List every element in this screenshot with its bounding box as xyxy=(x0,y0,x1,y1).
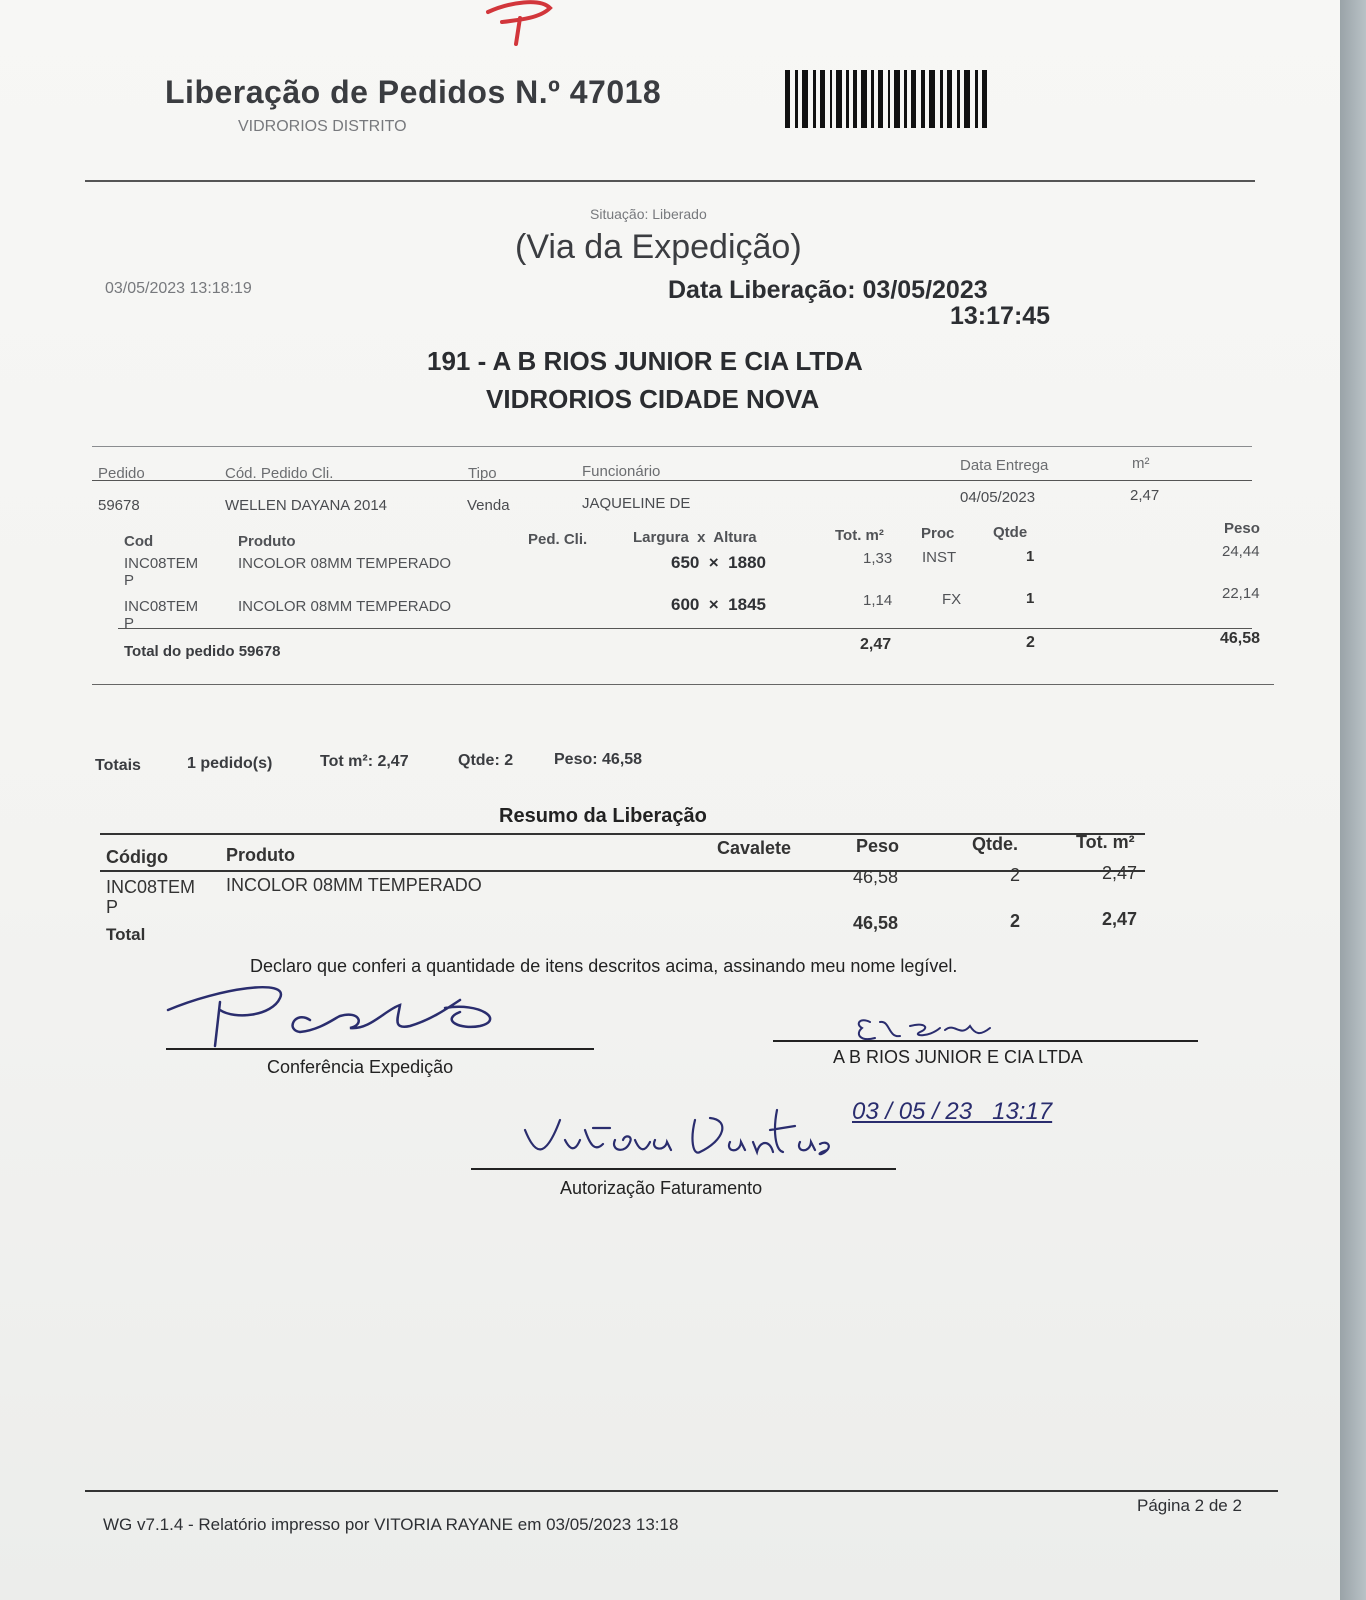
order-number: 59678 xyxy=(98,497,140,514)
item-dimensions: 600 × 1845 xyxy=(671,595,767,614)
totals-peso: Peso: 46,58 xyxy=(554,751,643,768)
summary-tot-m2: 2,47 xyxy=(1102,863,1138,883)
item-header-produto: Produto xyxy=(238,533,296,550)
item-header-qtde: Qtde xyxy=(993,524,1028,541)
print-timestamp: 03/05/2023 13:18:19 xyxy=(105,280,252,297)
item-product: INCOLOR 08MM TEMPERADO xyxy=(238,555,452,572)
background-edge xyxy=(1340,0,1366,1600)
totals-m2: Tot m²: 2,47 xyxy=(320,753,409,770)
copy-type: (Via da Expedição) xyxy=(515,228,802,266)
summary-title: Resumo da Liberação xyxy=(499,805,707,827)
item-code: INC08TEM xyxy=(124,598,199,615)
item-code-suffix: P xyxy=(124,572,135,589)
summary-header-codigo: Código xyxy=(106,847,168,867)
summary-total-tot-m2: 2,47 xyxy=(1102,909,1138,929)
header-cod-pedido-cli: Cód. Pedido Cli. xyxy=(225,465,334,482)
release-date: Data Liberação: 03/05/2023 xyxy=(668,276,988,304)
item-header-ped-cli: Ped. Cli. xyxy=(528,531,588,548)
item-tot-m2: 1,33 xyxy=(863,550,893,567)
status-text: Situação: Liberado xyxy=(590,206,707,222)
client-signature-label: A B RIOS JUNIOR E CIA LTDA xyxy=(833,1047,1083,1067)
order-total-label: Total do pedido 59678 xyxy=(124,643,281,660)
order-header-rule xyxy=(92,480,1252,481)
summary-total-qtde: 2 xyxy=(1010,911,1021,931)
document-title: Liberação de Pedidos N.º 47018 xyxy=(165,74,662,110)
summary-header-peso: Peso xyxy=(856,836,900,856)
item-qtde: 1 xyxy=(1026,590,1035,607)
item-qtde: 1 xyxy=(1026,548,1035,565)
delivery-date: 04/05/2023 xyxy=(960,489,1036,506)
order-table-bottom-rule xyxy=(92,684,1274,685)
summary-peso: 46,58 xyxy=(853,867,899,887)
item-tot-m2: 1,14 xyxy=(863,592,893,609)
conferencia-label: Conferência Expedição xyxy=(267,1057,454,1077)
summary-header-cavalete: Cavalete xyxy=(717,838,792,858)
summary-code-suffix: P xyxy=(106,897,119,917)
order-total-m2: 2,47 xyxy=(860,636,892,653)
autorizacao-label: Autorização Faturamento xyxy=(560,1178,763,1198)
header-tipo: Tipo xyxy=(468,465,497,482)
item-peso: 24,44 xyxy=(1222,543,1260,560)
header-divider xyxy=(85,180,1255,182)
header-funcionario: Funcionário xyxy=(582,463,661,480)
client-branch: VIDRORIOS CIDADE NOVA xyxy=(486,384,820,414)
summary-qtde: 2 xyxy=(1010,865,1021,885)
declaration-text: Declaro que conferi a quantidade de itens descritos acima, assinando meu nome legível. xyxy=(250,956,958,976)
summary-header-produto: Produto xyxy=(226,845,295,865)
header-pedido: Pedido xyxy=(98,465,145,482)
order-table-top-rule xyxy=(92,446,1252,447)
footer-print-info: WG v7.1.4 - Relatório impresso por VITORIA RAYANE em 03/05/2023 13:18 xyxy=(103,1515,679,1534)
summary-total-label: Total xyxy=(106,925,146,944)
summary-header-tot-m2: Tot. m² xyxy=(1076,832,1135,852)
item-proc: INST xyxy=(922,549,957,566)
item-header-dimensions: Largura x Altura xyxy=(633,529,757,546)
client-signature-line xyxy=(773,1040,1198,1042)
order-m2: 2,47 xyxy=(1130,487,1160,504)
item-header-cod: Cod xyxy=(124,533,154,550)
summary-header-qtde: Qtde. xyxy=(972,834,1019,854)
order-total-peso: 46,58 xyxy=(1220,630,1261,647)
item-code-suffix: P xyxy=(124,615,135,632)
item-header-peso: Peso xyxy=(1224,520,1260,537)
summary-code: INC08TEM xyxy=(106,877,196,897)
item-product: INCOLOR 08MM TEMPERADO xyxy=(238,598,452,615)
footer-rule xyxy=(85,1490,1278,1492)
totals-pedidos: 1 pedido(s) xyxy=(187,755,273,772)
item-peso: 22,14 xyxy=(1222,585,1260,602)
item-code: INC08TEM xyxy=(124,555,199,572)
item-header-tot-m2: Tot. m² xyxy=(835,527,884,544)
totals-label: Totais xyxy=(95,757,141,774)
summary-total-peso: 46,58 xyxy=(853,913,899,933)
order-total-rule xyxy=(118,628,1252,629)
item-proc: FX xyxy=(942,591,962,608)
company-subtitle: VIDRORIOS DISTRITO xyxy=(238,118,407,135)
conferencia-signature-line xyxy=(166,1048,594,1050)
totals-qtde: Qtde: 2 xyxy=(458,752,514,769)
summary-product: INCOLOR 08MM TEMPERADO xyxy=(226,875,482,895)
order-total-qtde: 2 xyxy=(1026,634,1035,651)
red-handwritten-mark xyxy=(480,0,560,50)
employee: JAQUELINE DE xyxy=(582,495,691,512)
conferencia-signature xyxy=(160,980,520,1050)
summary-header-rule xyxy=(100,870,1145,872)
release-time: 13:17:45 xyxy=(950,302,1051,330)
item-header-proc: Proc xyxy=(921,525,955,542)
client-order-code: WELLEN DAYANA 2014 xyxy=(225,497,388,514)
header-data-entrega: Data Entrega xyxy=(960,457,1049,474)
handwritten-date: 03 / 05 / 23 13:17 xyxy=(852,1098,1053,1125)
header-m2: m² xyxy=(1132,455,1150,472)
client-name: 191 - A B RIOS JUNIOR E CIA LTDA xyxy=(427,346,863,376)
autorizacao-signature-line xyxy=(471,1168,896,1170)
order-type: Venda xyxy=(467,497,510,514)
page-number: Página 2 de 2 xyxy=(1137,1496,1242,1515)
item-dimensions: 650 × 1880 xyxy=(671,553,767,572)
